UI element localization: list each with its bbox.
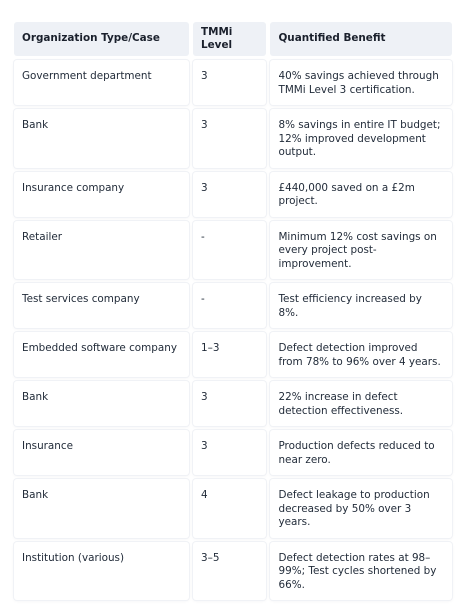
cell-level: - [193,221,266,280]
tmmi-benefits-table [10,18,456,604]
table-row [14,60,452,105]
table-row [14,332,452,377]
cell-benefit: 8% savings in entire IT budget; 12% improved development output. [270,109,452,168]
table-row [14,381,452,426]
table-header-row [14,22,452,56]
cell-benefit: Production defects reduced to near zero. [270,430,452,475]
cell-case: Retailer [14,221,189,280]
cell-level: 3–5 [193,542,266,601]
cell-benefit: £440,000 saved on a £2m project. [270,172,452,217]
cell-case: Insurance company [14,172,189,217]
cell-level: 3 [193,60,266,105]
cell-case: Bank [14,381,189,426]
header-quantified-benefit: Quantified Benefit [270,22,452,56]
header-tmmi-level: TMMi Level [193,22,266,56]
cell-case: Test services company [14,283,189,328]
table-row [14,172,452,217]
cell-benefit: 22% increase in defect detection effectiveness. [270,381,452,426]
table-row [14,283,452,328]
header-organization-type: Organization Type/Case [14,22,189,56]
cell-case: Institution (various) [14,542,189,601]
cell-level: 3 [193,172,266,217]
cell-level: 1–3 [193,332,266,377]
cell-case: Embedded software company [14,332,189,377]
table-row [14,542,452,601]
cell-level: 3 [193,381,266,426]
cell-benefit: Defect detection improved from 78% to 96% over 4 years. [270,332,452,377]
cell-case: Bank [14,109,189,168]
cell-level: 3 [193,109,266,168]
table-row [14,479,452,538]
cell-benefit: 40% savings achieved through TMMi Level 3 certification. [270,60,452,105]
cell-benefit: Defect leakage to production decreased by 50% over 3 years. [270,479,452,538]
cell-level: 4 [193,479,266,538]
table-row [14,221,452,280]
table-row [14,109,452,168]
cell-case: Government department [14,60,189,105]
cell-benefit: Defect detection rates at 98–99%; Test cycles shortened by 66%. [270,542,452,601]
cell-benefit: Minimum 12% cost savings on every project post-improvement. [270,221,452,280]
cell-case: Insurance [14,430,189,475]
cell-case: Bank [14,479,189,538]
cell-level: 3 [193,430,266,475]
cell-level: - [193,283,266,328]
table-row [14,430,452,475]
cell-benefit: Test efficiency increased by 8%. [270,283,452,328]
